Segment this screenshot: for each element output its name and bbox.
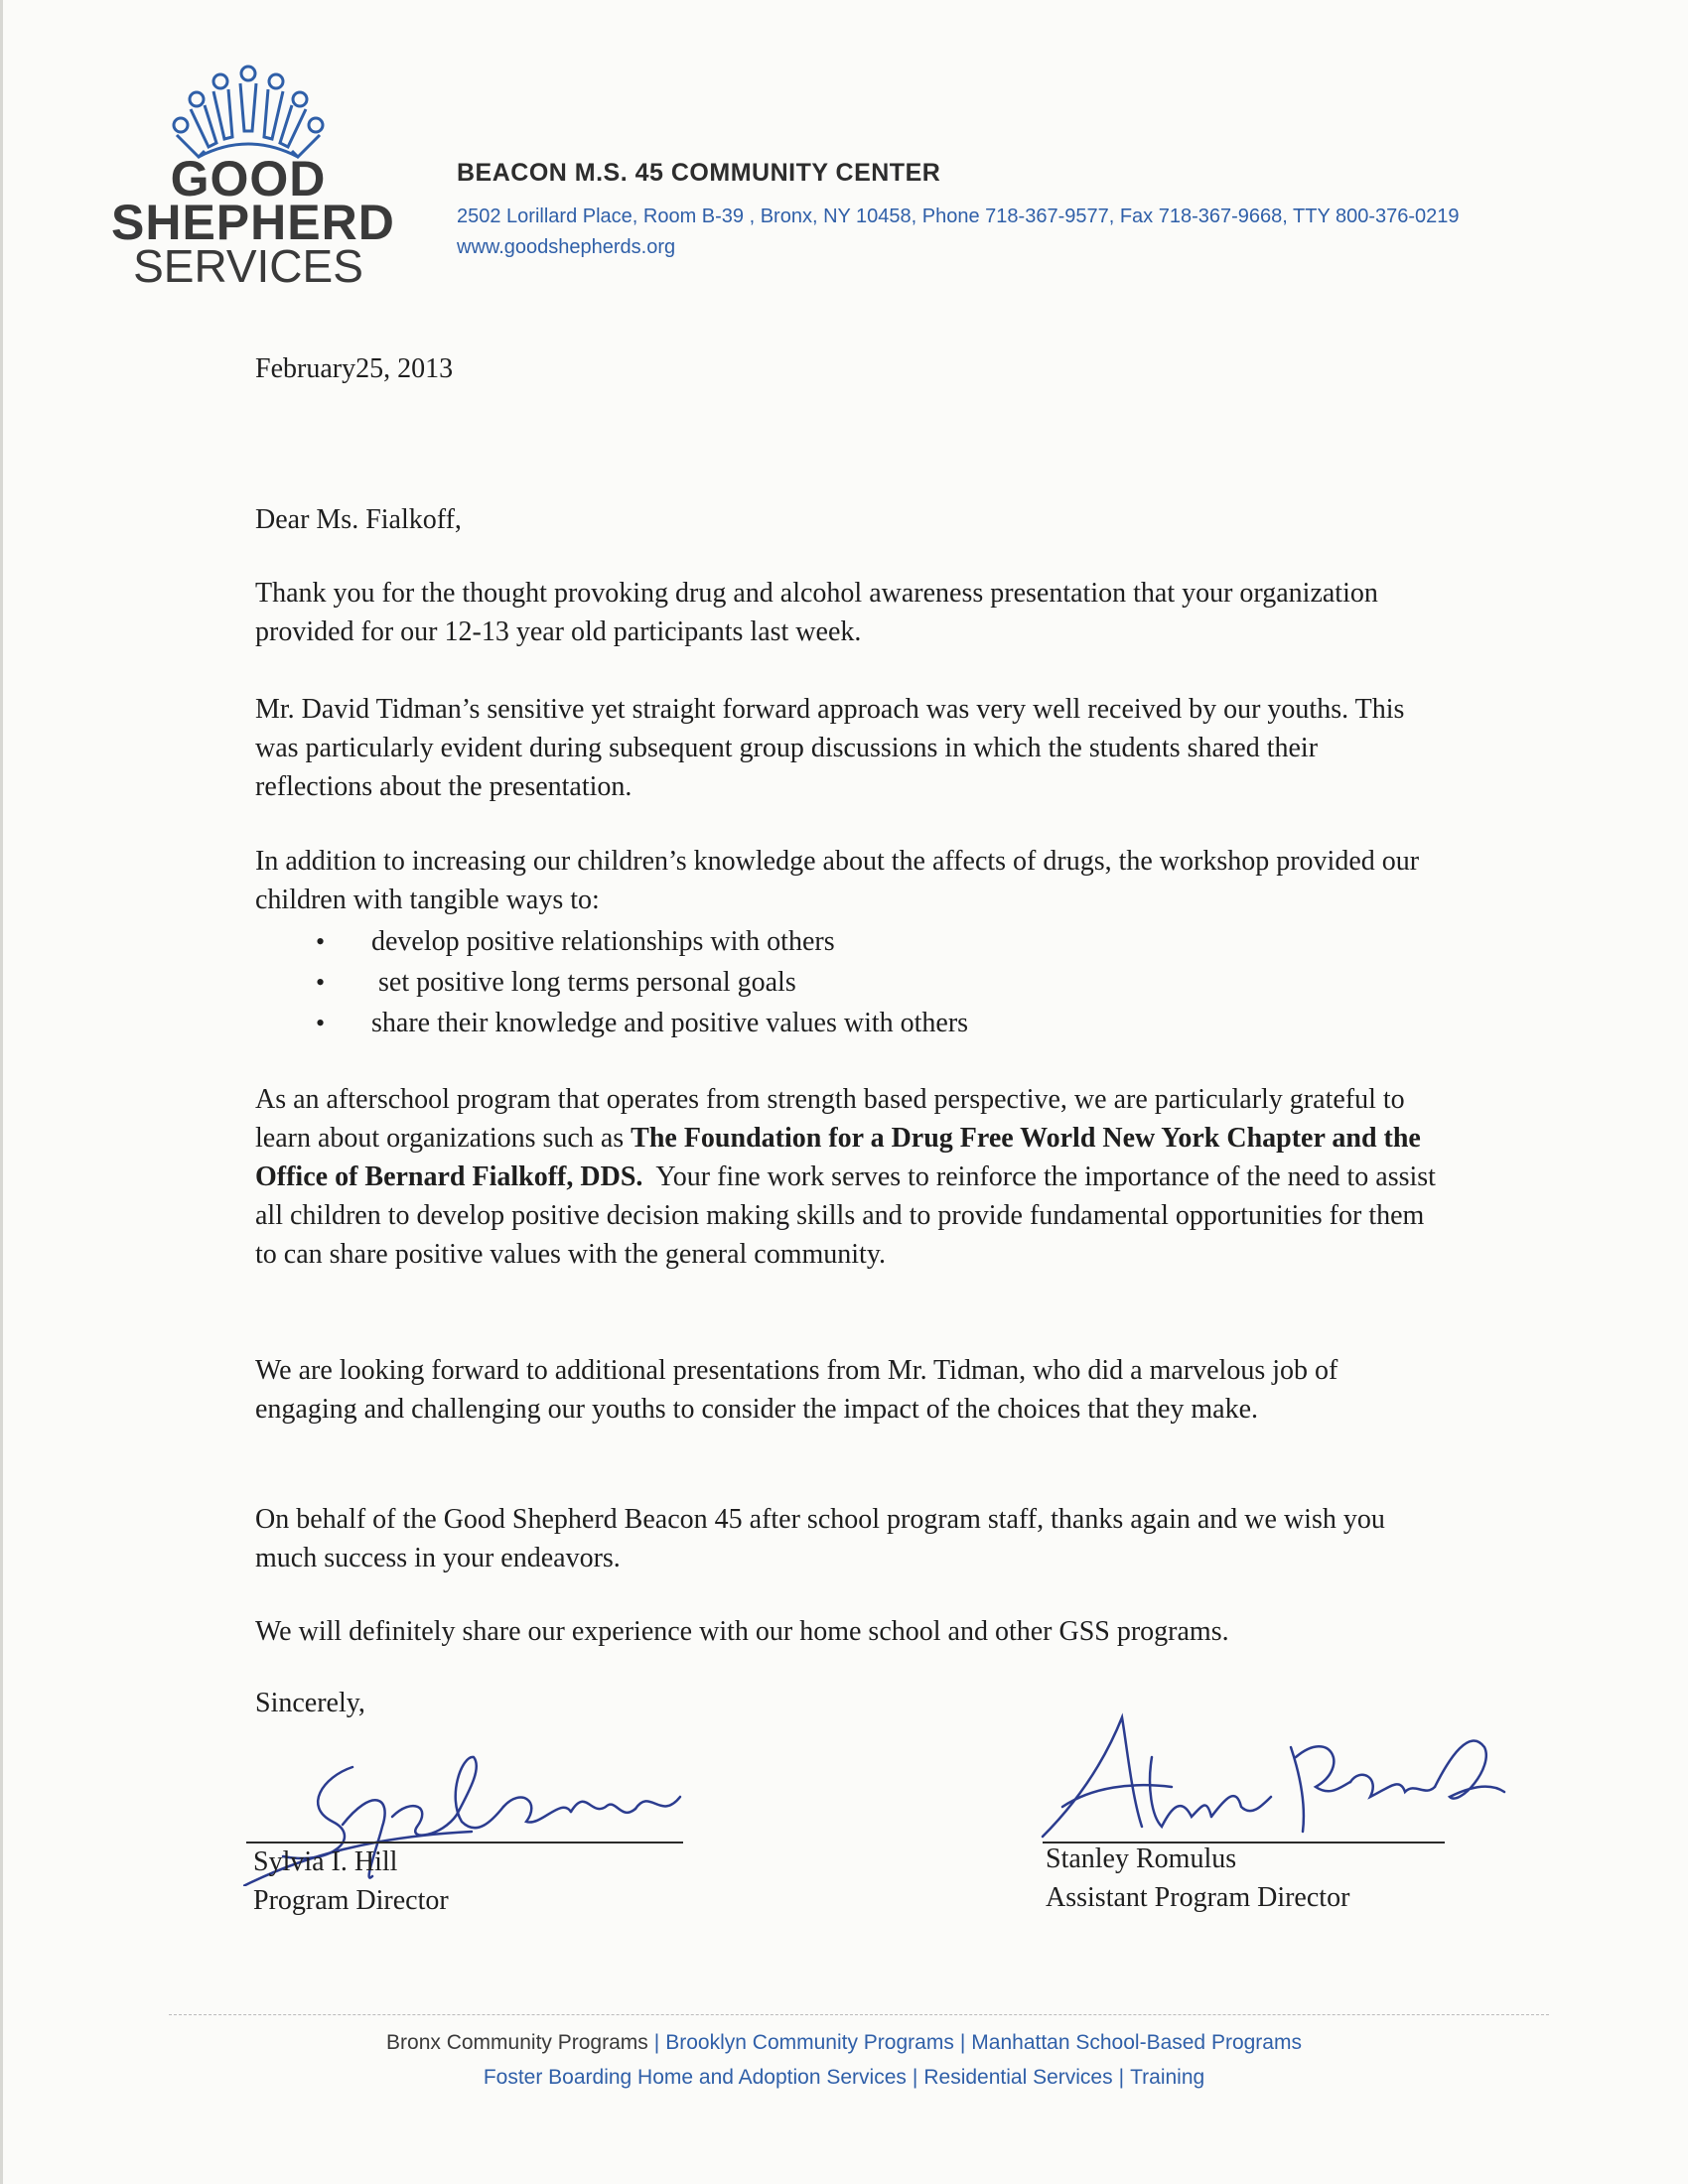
signer-left [253,1843,449,1920]
footer-bronx-programs: Bronx Community Programs [386,2031,648,2054]
org-name: BEACON M.S. 45 COMMUNITY CENTER [457,159,941,187]
salutation: Dear Ms. Fialkoff, [255,504,462,535]
paragraph-1: Thank you for the thought provoking drug and alcohol awareness presentation that your organization provided for our 12-13 year old participants last week. [255,578,1378,647]
logo-services-text: SERVICES [133,240,363,292]
footer-divider [169,2014,1549,2015]
signer-right-title: Assistant Program Director [1046,1882,1350,1913]
footer-training: Training [1130,2066,1205,2089]
logo-good-text: GOOD [170,151,327,206]
paragraph-4-end: Your fine work serves to reinforce the importance of the need to assist all children to develop positive decision making skills and to provide fundamental opportunities for them to can share positive values with the general community. [255,1161,1443,1270]
footer-line-2 [0,2066,1688,2090]
list-item: • share their knowledge and positive values with others [316,1003,968,1043]
good-shepherd-logo [111,62,395,292]
signer-right [1046,1840,1349,1917]
footer-separator: | [912,2066,918,2089]
footer-separator: | [1118,2066,1125,2089]
list-item: • develop positive relationships with others [316,921,968,962]
footer-foster-adoption: Foster Boarding Home and Adoption Services [483,2066,907,2089]
signer-left-title: Program Director [253,1885,449,1916]
paragraph-4-start: As an afterschool program that operates from strength based perspective, we are particularly grateful to learn about organizations such as [255,1084,1405,1154]
list-item: • set positive long terms personal goals [316,962,968,1003]
paragraph-6: On behalf of the Good Shepherd Beacon 45 after school program staff, thanks again and we wish you much success in your endeavors. [255,1504,1385,1573]
paragraph-4 [255,1080,1442,1274]
org-website-link[interactable]: www.goodshepherds.org [457,236,676,258]
signer-left-name: Sylvia I. Hill [253,1846,398,1877]
letter-date: February25, 2013 [255,353,454,384]
paragraph-2: Mr. David Tidman’s sensitive yet straight forward approach was very well received by our youths. This was particularly evident during subsequent group discussions in which the students shared their reflections about the presentation. [255,694,1405,802]
footer-line-1 [0,2031,1688,2055]
benefits-list [316,921,968,1043]
logo-shepherd-text: SHEPHERD [111,195,395,250]
letterhead-contact-block [457,159,1460,259]
people-circle-logo-icon [159,62,338,161]
footer-brooklyn-programs: Brooklyn Community Programs [665,2031,954,2054]
signer-right-name: Stanley Romulus [1046,1843,1237,1874]
organization-names-bold: The Foundation for a Drug Free World New York Chapter and the Office of Bernard Fialkoff, DDS. [255,1123,1421,1192]
footer-separator: | [653,2031,660,2054]
footer-separator: | [959,2031,966,2054]
org-address: 2502 Lorillard Place, Room B-39 , Bronx, NY 10458, Phone 718-367-9577, Fax 718-367-9668, TTY 800-376-0219 [457,205,1460,227]
paragraph-3: In addition to increasing our children’s knowledge about the affects of drugs, the workshop provided our children with tangible ways to: [255,846,1420,915]
footer-residential-services: Residential Services [923,2066,1113,2089]
paragraph-7: We will definitely share our experience with our home school and other GSS programs. [255,1616,1229,1647]
closing: Sincerely, [255,1688,365,1718]
paragraph-5: We are looking forward to additional presentations from Mr. Tidman, who did a marvelous job of engaging and challenging our youths to consider the impact of the choices that they make. [255,1355,1338,1425]
footer-manhattan-programs: Manhattan School-Based Programs [971,2031,1302,2054]
